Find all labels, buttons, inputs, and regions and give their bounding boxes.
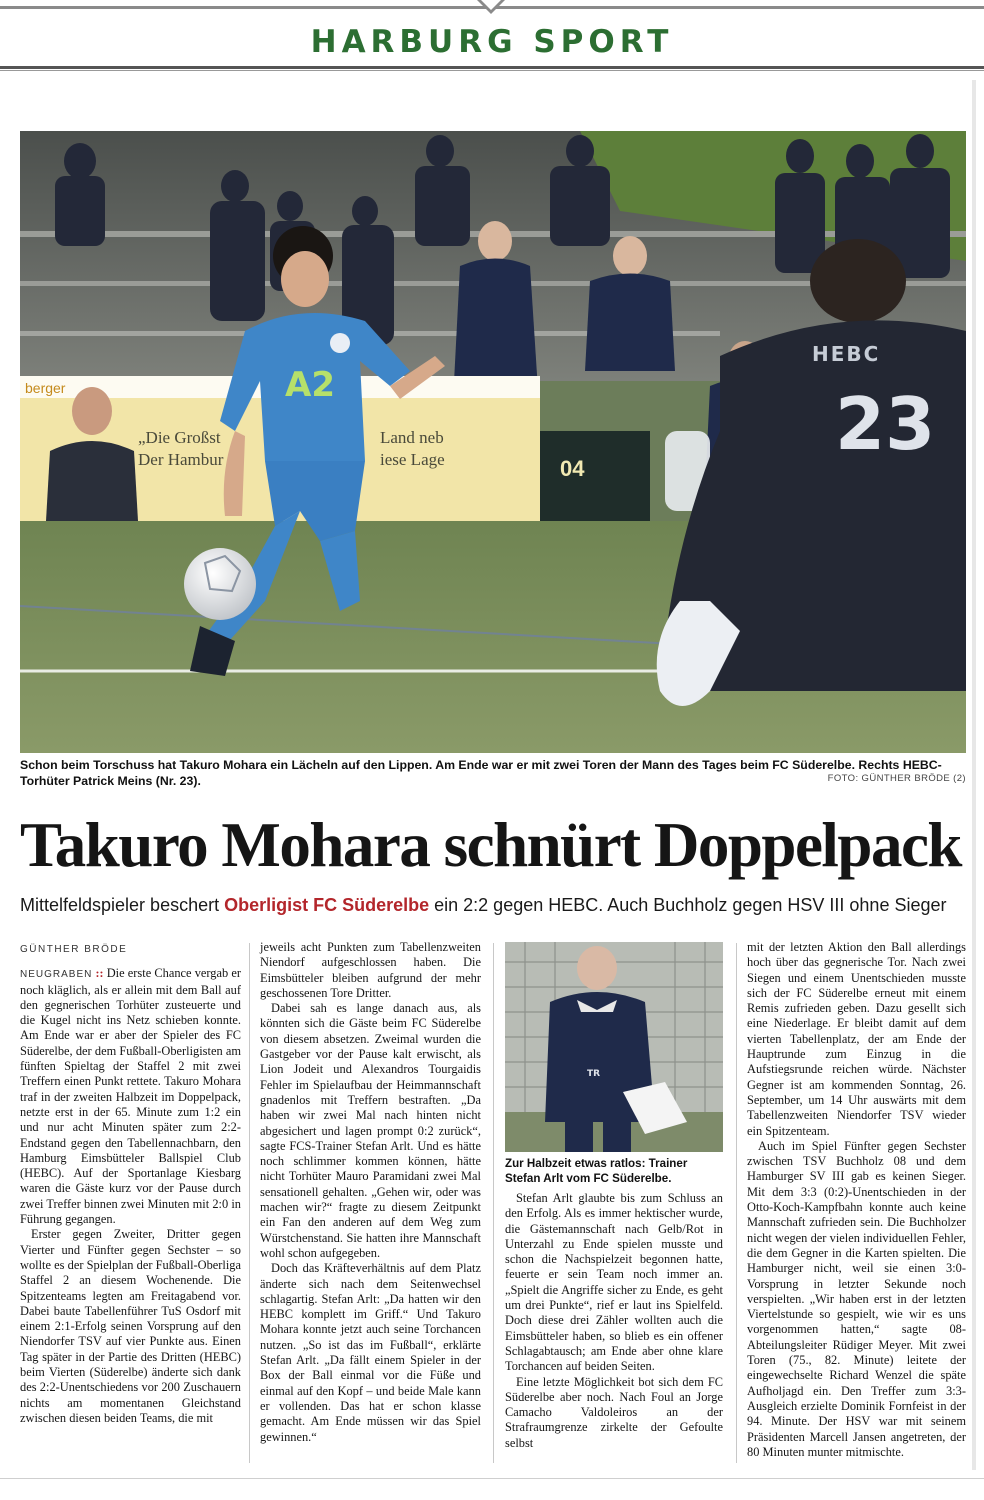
byline: GÜNTHER BRÖDE [20,944,128,955]
main-photo-illustration [20,131,966,753]
column-rule [249,943,250,1463]
inset-photo-illustration [505,942,723,1152]
dateline-mark-icon: :: [95,966,104,981]
article-headline: Takuro Mohara schnürt Doppelpack [20,810,961,880]
photo-credit: FOTO: GÜNTHER BRÖDE (2) [827,773,966,784]
paragraph: Auch im Spiel Fünfter gegen Sechster zwischen TSV Buchholz 08 und dem Hamburger SV III gab es keinen Sieger. Mit dem 3:3 (0:2)-Unentschieden in der Otto-Koch-Kampfbahn konnte auch keine Mannschaft zufrieden sein. Die Buchholzer nicht wegen der vielen individuellen Fehler, die dem Gegner in die Karten spielten. Die Hamburger nicht, weil sie einen 3:0-Vorsprung in letzter Sekunde noch verspielten. „Wir haben erst in der letzten Viertelstunde so gespielt, wie wir es uns vorgenommen hatten,“ sagte 08-Abteilungsleiter Rüdiger Meyer. Mit zwei Toren (75., 82. Minute) leitete der eingewechselte Richard Wenzel die späte Aufholjagd ein. Den Treffer zum 3:3-Ausgleich erzielte Dominik Fornfeist in der 94. Minute. Der HSV war mit seinem Präsidenten Marcell Jansen angetreten, der 80 Minuten munter mitmischte. [747,1138,966,1459]
article-column-1 [20,940,241,1426]
inset-photo [505,942,723,1152]
paragraph: Doch das Kräfteverhältnis auf dem Platz änderte sich nach dem Seitenwechsel schlagartig. Stefan Arlt: „Da hatten wir den HEBC komplett im Griff.“ Und Takuro Mohara konnte jetzt auch seine Torchancen nutzen. „So ist das im Fußball“, erklärte Stefan Arlt. „Da fällt einem Spieler in der Box der Ball einmal vor die Füße und einmal auf den Kopf – und beide Male kann er vollenden. Das hat er schon klasse gemacht. Am Ende müssen wir das Spiel gewinnen.“ [260,1261,481,1444]
header-rule-thin [0,70,984,71]
dateline: NEUGRABEN [20,969,93,981]
paragraph: Dabei sah es lange danach aus, als könnten sich die Gäste beim FC Süderelbe von diesem absetzen. Zweimal wurden die Gastgeber vor der Pause kalt erwischt, als Lion Jodeit und Alexandros Tourgaidis Fehler im Spielaufbau der Heimmannschaft gnadenlos mit Treffern bestraften. „Da haben wir zwei Mal nach hinten nicht abgesichert und lagen prompt 0:2 zurück“, sagte FCS-Trainer Stefan Arlt. Und es hätte noch schlimmer kommen können, hätte nicht Torhüter Mauro Paramidani zwei Mal sensationell gehalten. „Gehen wir, oder was machen wir?“ fragte zu diesem Zeitpunkt ein Fan den anderen auf dem Weg zum Würstchenstand. Sie hatten ihre Mannschaft wohl schon aufgegeben. [260,1001,481,1260]
column-rule [493,943,494,1463]
banner-dark-panel [540,431,650,521]
banner-line-1: „Die Großst [138,428,221,447]
subhead-text-before: Mittelfeldspieler beschert [20,895,225,915]
paragraph: mit der letzten Aktion den Ball allerdings hoch über das gegnerische Tor. Nach zwei Siegen und einem Unentschieden musste sich der FC Süderelbe erneut mit einem Remis zufrieden geben. Dazu gesellt sich eine Niederlage. Er bleibt damit auf dem vierten Tabellenplatz, der am Ende der Hauptrunde zum Einzug in die Aufstiegsrunde reichen würde. Nächster Gegner ist am kommenden Sonntag, 26. September, um 14 Uhr auswärts mit dem Tabellenzweiten Niendorfer TSV wieder ein Spitzenteam. [747,940,966,1138]
bottom-rule [0,1478,984,1479]
banner-mid-2: iese Lage [380,450,445,469]
article-column-2 [260,940,481,1445]
player-shirt-text: A2 [285,365,335,405]
scrollbar-track[interactable] [972,80,976,1470]
paragraph: Eine letzte Möglichkeit bot sich dem FC Süderelbe aber noch. Nach Foul an Jorge Camacho Valdoleiros an der Strafraumgrenze zirkelte der Gefoulte selbst [505,1374,723,1450]
paragraph-text: Die erste Chance vergab er noch kläglich, als er allein mit dem Ball auf den gegnerischen Torhüter zusteuerte und die Kugel nicht ins Netz schieben konnte. Am Ende war er aber der Spieler des FC Süderelbe, der dem Fußball-Oberligisten am fünften Spieltag der Staffel 2 mit zwei Treffern einen Punkt rettete. Takuro Mohara traf in der zweiten Halbzeit im Doppelpack, netzte erst in der 65. Minute zum 1:2 ein und nur acht Minuten später zum 2:2-Endstand gegen den Tabellennachbarn, den Hamburg Eimsbütteler Ballspiel Club (HEBC). Auf der Sportanlage Kiesbarg waren die Gäste kurz vor der Pause durch zwei Treffer binnen zwei Minuten mit 2:0 in Führung gegangen. [20,966,241,1227]
jacket-initials: TR [587,1069,601,1079]
inset-caption: Zur Halbzeit etwas ratlos: Trainer Stefan Arlt vom FC Süderelbe. [505,1157,688,1185]
article-column-4 [747,940,966,1460]
paragraph: jeweils acht Punkten zum Tabellenzweiten Niendorf aufgeschlossen haben. Die Eimsbütteler bleiben aufgrund der mehr geschossenen Tore Dritter. [260,940,481,1000]
banner-brand: berger [25,380,66,396]
banner-mid-1: Land neb [380,428,444,447]
keeper-number: 23 [835,382,936,466]
paragraph [20,966,241,1227]
top-rule [0,0,984,12]
subhead-text-after: ein 2:2 gegen HEBC. Auch Buchholz gegen HSV III ohne Sieger [429,895,947,915]
subhead-highlight: Oberligist FC Süderelbe [224,895,430,915]
coach-head [577,946,617,990]
column-rule [736,943,737,1463]
header-rule [0,66,984,69]
paragraph: Stefan Arlt glaubte bis zum Schluss an den Erfolg. Als es immer hektischer wurde, die Gästemannschaft nach Gelb/Rot in Unterzahl zu Ende spielen musste und schon die Nachspielzeit begonnen hatte, feuerte er sein Team noch immer an. „Spielt die Angriffe sicher zu Ende, es geht um drei Punkte“, rief er laut ins Spielfeld. Doch diese drei Zähler wollten auch die Eimsbütteler haben, so blieb es ein offener Schlagabtausch; am Ende aber ohne klare Torchancen auf beiden Seiten. [505,1191,723,1374]
article-column-3 [505,1191,723,1451]
photo-caption: Schon beim Torschuss hat Takuro Mohara ein Lächeln auf den Lippen. Am Ende war er mit zwei Toren der Mann des Tages beim FC Süderelbe. Rechts HEBC-Torhüter Patrick Meins (Nr. 23). [20,758,942,788]
article-subhead [20,893,966,917]
section-title: HARBURG SPORT [310,24,674,60]
main-photo [20,131,966,753]
banner-line-2: Der Hambur [138,450,224,469]
banner-phone: 04 [560,456,585,481]
top-notch-inner [481,0,501,10]
paragraph: Erster gegen Zweiter, Dritter gegen Vierter und Fünfter gegen Sechster – so wollte es der Spielplan der Fußball-Oberliga Staffel 2 an diesem Wochenende. Die Spitzenteams legten am Freitagabend vor. Dabei baute Tabellenführer TuS Osdorf mit einem 2:1-Erfolg seinen Vorsprung auf den Niendorfer TSV auf vier Punkte aus. Einen Tag später in der Partie des Dritten (HEBC) beim Vierten (Süderelbe) änderte sich dank des 2:2-Unentschiedens vor 200 Zuschauern nichts am momentanen Gleichstand zwischen diesen beiden Teams, die mit [20,1227,241,1425]
keeper-shirt-label: HEBC [812,342,881,366]
